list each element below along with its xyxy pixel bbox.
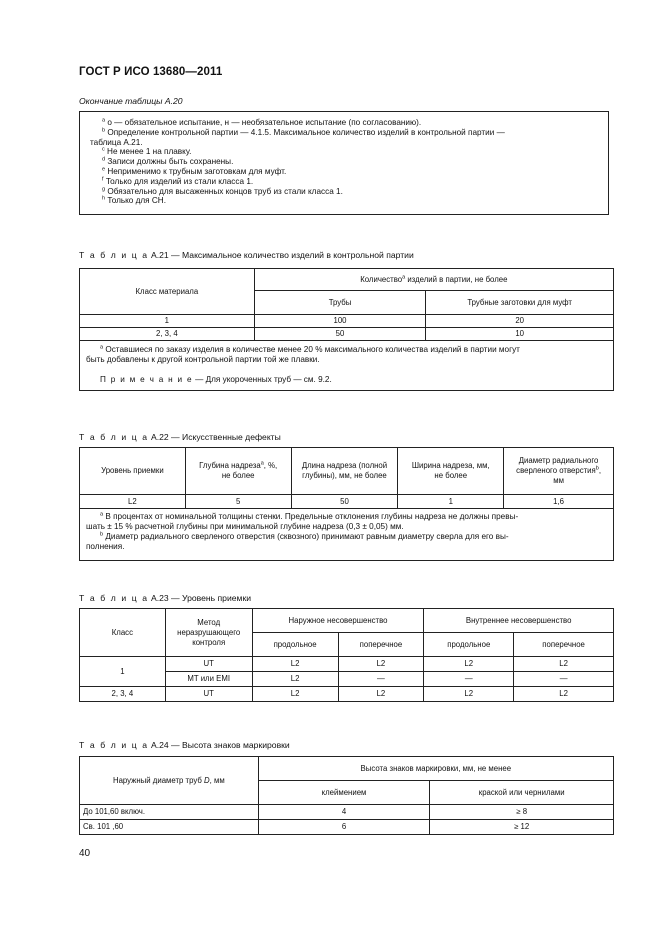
footnote-line: $^f$ Только для изделий из стали класса 1.	[102, 176, 254, 186]
table-continuation-caption: Окончание таблицы А.20	[79, 96, 183, 106]
table-a20-notes	[79, 111, 609, 215]
footnote-line: $^a$ о — обязательное испытание, н — необязательное испытание (по согласованию).	[102, 117, 422, 127]
table-a24	[79, 756, 614, 835]
table-a21-caption: Т а б л и ц а А.21 — Максимальное количество изделий в контрольной партии	[79, 250, 414, 260]
footnote-line: таблица А.21.	[90, 137, 143, 147]
footnote-line: $^h$ Только для CH.	[102, 195, 166, 206]
footnote-line: $^d$ Записи должны быть сохранены.	[102, 156, 234, 167]
header-outer-diameter: Наружный диаметр труб D, мм	[80, 757, 259, 805]
table-a23-caption: Т а б л и ц а А.23 — Уровень приемки	[79, 593, 252, 603]
table-a21-notes: $^a$ Оставшиеся по заказу изделия в количестве менее 20 % максимального количества изделий в партии могут быть добавлены к другой контрольной партии той же плавки. П р и м е ч а н и е — Для укороченных труб — см. 9.2.	[80, 341, 614, 391]
footnote-line: $^b$ Определение контрольной партии — 4.1.5. Максимальное количество изделий в контрольной партии —	[102, 127, 505, 137]
footnote-line: $^e$ Неприменимо к трубным заготовкам для муфт.	[102, 166, 287, 176]
header-internal: Внутреннее несовершенство	[424, 609, 614, 633]
table-row: 1 UT L2 L2 L2 L2	[80, 657, 614, 672]
header-notch-length: Длина надреза (полной глубины), мм, не более	[291, 448, 398, 495]
table-row: 2, 3, 4 UT L2 L2 L2 L2	[80, 687, 614, 702]
table-row: L2 5 50 1 1,6	[80, 495, 614, 509]
table-row: Св. 101 ,60 6 ≥ 12	[80, 820, 614, 835]
header-external: Наружное несовершенство	[252, 609, 424, 633]
header-transverse: поперечное	[338, 633, 424, 657]
header-pipes: Трубы	[254, 291, 426, 315]
table-a23	[79, 608, 614, 702]
header-class: Класс материала	[80, 269, 255, 315]
table-row: 2, 3, 4 50 10	[80, 328, 614, 341]
header-notch-width: Ширина надреза, мм, не более	[398, 448, 504, 495]
table-row: До 101,60 включ. 4 ≥ 8	[80, 805, 614, 820]
page-number: 40	[79, 848, 91, 859]
table-a24-caption: Т а б л и ц а А.24 — Высота знаков маркировки	[79, 740, 290, 750]
header-marking-height: Высота знаков маркировки, мм, не менее	[258, 757, 613, 781]
header-quantity: Количество$^a$ изделий в партии, не более	[254, 269, 613, 291]
table-row: 1 100 20	[80, 315, 614, 328]
header-method: Метод неразрушающего контроля	[165, 609, 252, 657]
header-notch-depth: Глубина надреза$^a$, %, не более	[185, 448, 291, 495]
table-a22	[79, 447, 614, 561]
table-a22-notes: $^a$ В процентах от номинальной толщины стенки. Предельные отклонения глубины надреза не должны превы- шать ± 15 % расчетной глубины при минимальной глубине надреза (0,3 ± 0,05) мм. $^b$ Диаметр радиального сверленого отверстия (сквозного) принимают равным диаметру сверла для его вы- полнения.	[80, 509, 614, 561]
page-title: ГОСТ Р ИСО 13680—2011	[79, 66, 223, 78]
footnote-line: $^g$ Обязательно для высаженных концов труб из стали класса 1.	[102, 185, 343, 196]
table-a22-caption: Т а б л и ц а А.22 — Искусственные дефекты	[79, 432, 281, 442]
footnote-line: $^c$ Не менее 1 на плавку.	[102, 146, 192, 157]
header-blanks: Трубные заготовки для муфт	[426, 291, 614, 315]
header-longitudinal: продольное	[252, 633, 338, 657]
header-stamping: клеймением	[258, 781, 430, 805]
header-class: Класс	[80, 609, 166, 657]
table-row: MT или EMI L2 — — —	[80, 672, 614, 687]
table-a21	[79, 268, 614, 391]
header-transverse: поперечное	[514, 633, 614, 657]
header-acceptance-level: Уровень приемки	[80, 448, 186, 495]
header-paint: краской или чернилами	[430, 781, 614, 805]
header-longitudinal: продольное	[424, 633, 514, 657]
header-hole-diameter: Диаметр радиального сверленого отверстия$^b$, мм	[504, 448, 614, 495]
